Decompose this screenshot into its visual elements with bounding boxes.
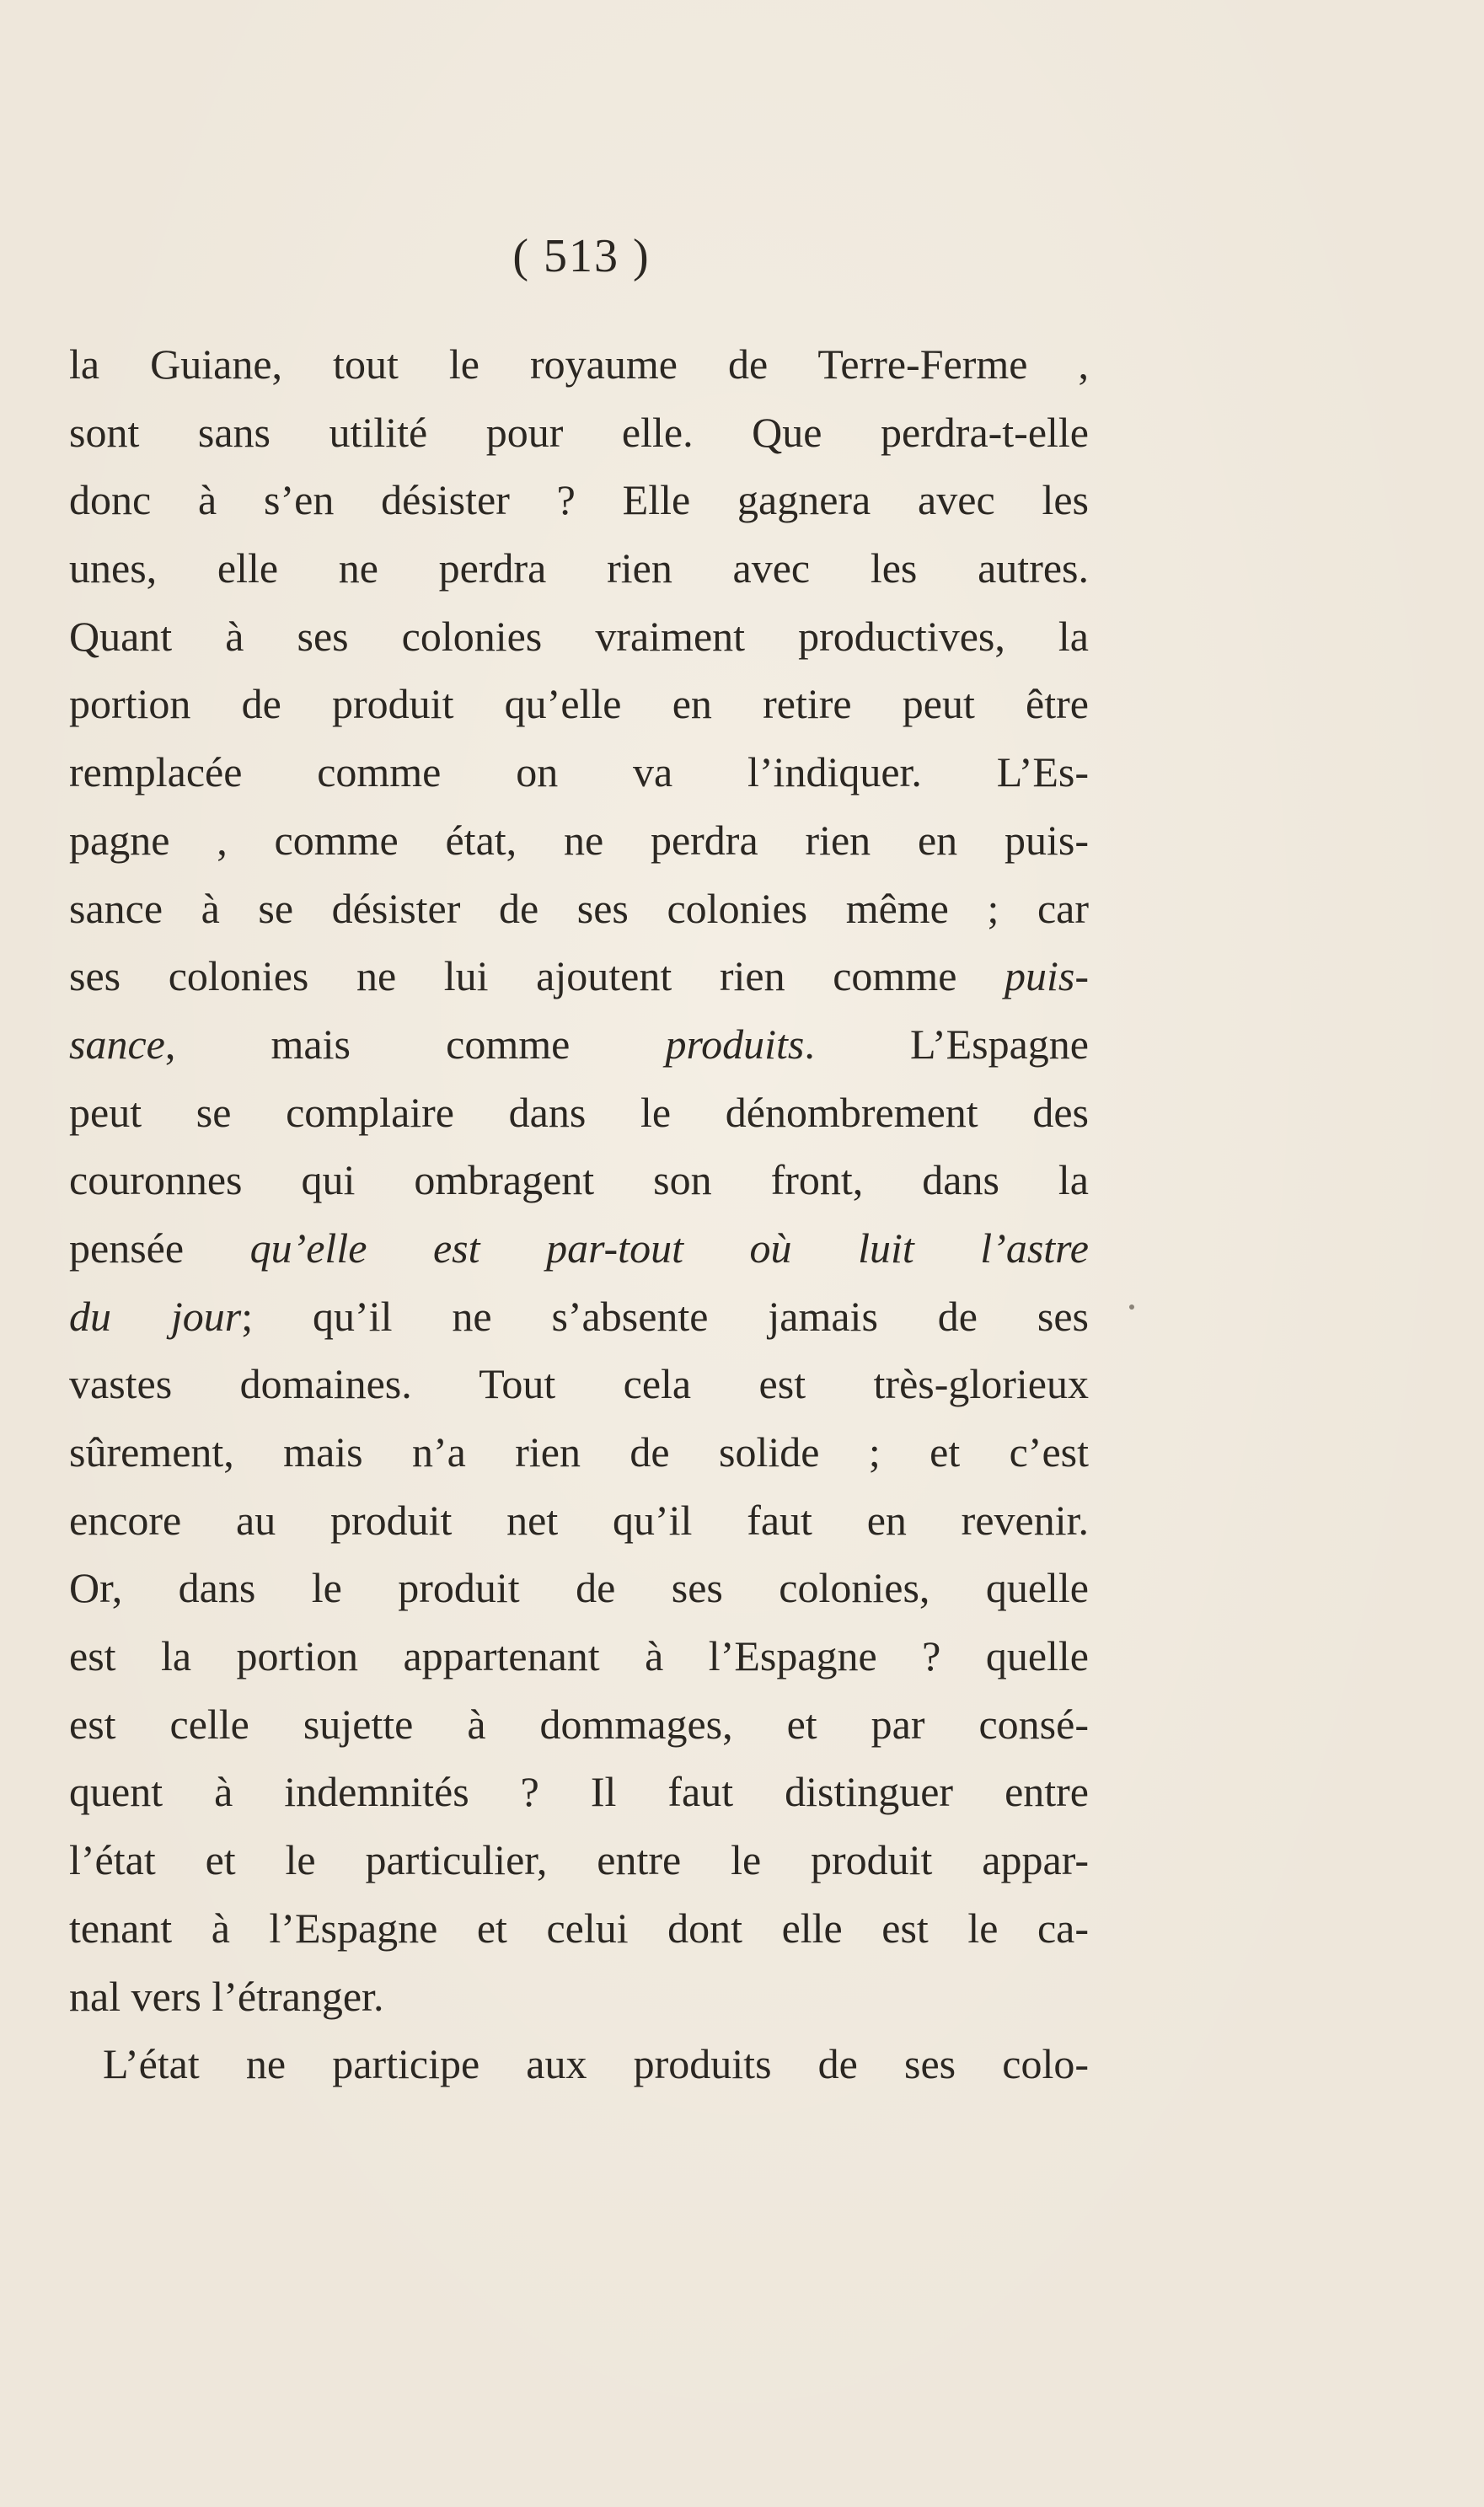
text-line: [69, 942, 1089, 1010]
text-segment: portion de produit qu’elle en retire peut être: [69, 680, 1089, 728]
text-segment: pagne , comme état, ne perdra rien en puis-: [69, 816, 1089, 864]
italic-text: sance: [69, 1020, 165, 1068]
text-segment: quent à indemnités ? Il faut distinguer entre: [69, 1768, 1089, 1816]
italic-text: puis-: [1005, 952, 1089, 1000]
text-segment: l’état et le particulier, entre le produit appar-: [69, 1836, 1089, 1884]
text-line: [69, 1079, 1089, 1147]
text-line: [69, 2030, 1089, 2098]
text-segment: pensée: [69, 1224, 250, 1272]
text-segment: vastes domaines. Tout cela est très-glorieux: [69, 1360, 1089, 1408]
italic-text: du jour: [69, 1292, 242, 1340]
text-segment: Quant à ses colonies vraiment productives, la: [69, 612, 1089, 660]
italic-text: qu’elle est par-tout où luit l’astre: [249, 1224, 1089, 1272]
text-line: [69, 1554, 1089, 1622]
text-segment: . L’Espagne: [804, 1020, 1089, 1068]
text-line: [69, 466, 1089, 534]
text-line: [69, 875, 1089, 943]
text-segment: est la portion appartenant à l’Espagne ? quelle: [69, 1632, 1089, 1680]
text-segment: donc à s’en désister ? Elle gagnera avec les: [69, 476, 1089, 524]
text-line: [69, 330, 1089, 399]
text-segment: est celle sujette à dommages, et par consé-: [69, 1700, 1089, 1748]
text-segment: sont sans utilité pour elle. Que perdra-t-elle: [69, 408, 1089, 456]
text-line: [69, 1146, 1089, 1214]
text-segment: peut se complaire dans le dénombrement des: [69, 1088, 1089, 1136]
ink-speck: [1129, 1304, 1134, 1310]
text-segment: Or, dans le produit de ses colonies, quelle: [69, 1564, 1089, 1612]
text-segment: unes, elle ne perdra rien avec les autres.: [69, 544, 1089, 592]
page-number: ( 513 ): [512, 230, 651, 282]
text-line: [69, 1350, 1089, 1418]
text-line: [69, 1283, 1089, 1351]
text-line: [69, 399, 1089, 467]
text-line: [69, 1690, 1089, 1759]
text-line: [69, 1826, 1089, 1894]
body-text: [69, 330, 1089, 2098]
text-segment: sance à se désister de ses colonies même ; car: [69, 884, 1089, 932]
text-line: [69, 1894, 1089, 1963]
italic-text: produits: [665, 1020, 805, 1068]
text-segment: couronnes qui ombragent son front, dans la: [69, 1156, 1089, 1204]
text-line: [69, 1963, 1089, 2031]
text-line: [69, 738, 1089, 806]
text-line: [69, 1758, 1089, 1826]
text-segment: remplacée comme on va l’indiquer. L’Es-: [69, 748, 1089, 796]
text-segment: sûrement, mais n’a rien de solide ; et c’est: [69, 1428, 1089, 1476]
text-line: [69, 1418, 1089, 1487]
text-segment: ses colonies ne lui ajoutent rien comme: [69, 952, 1005, 1000]
text-line: [69, 806, 1089, 875]
text-line: [69, 534, 1089, 603]
text-segment: nal vers l’étranger.: [69, 1972, 384, 2020]
text-segment: la Guiane, tout le royaume de Terre-Ferme ,: [69, 340, 1089, 388]
text-segment: encore au produit net qu’il faut en revenir.: [69, 1496, 1089, 1544]
text-line: [69, 603, 1089, 671]
text-segment: , mais comme: [164, 1020, 666, 1068]
text-line: [69, 1214, 1089, 1283]
text-segment: tenant à l’Espagne et celui dont elle est le ca-: [69, 1904, 1089, 1952]
text-line: [69, 1010, 1089, 1079]
text-segment: L’état ne participe aux produits de ses colo-: [103, 2040, 1089, 2088]
text-line: [69, 670, 1089, 738]
text-segment: ; qu’il ne s’absente jamais de ses: [241, 1292, 1089, 1340]
text-line: [69, 1487, 1089, 1555]
text-line: [69, 1622, 1089, 1690]
